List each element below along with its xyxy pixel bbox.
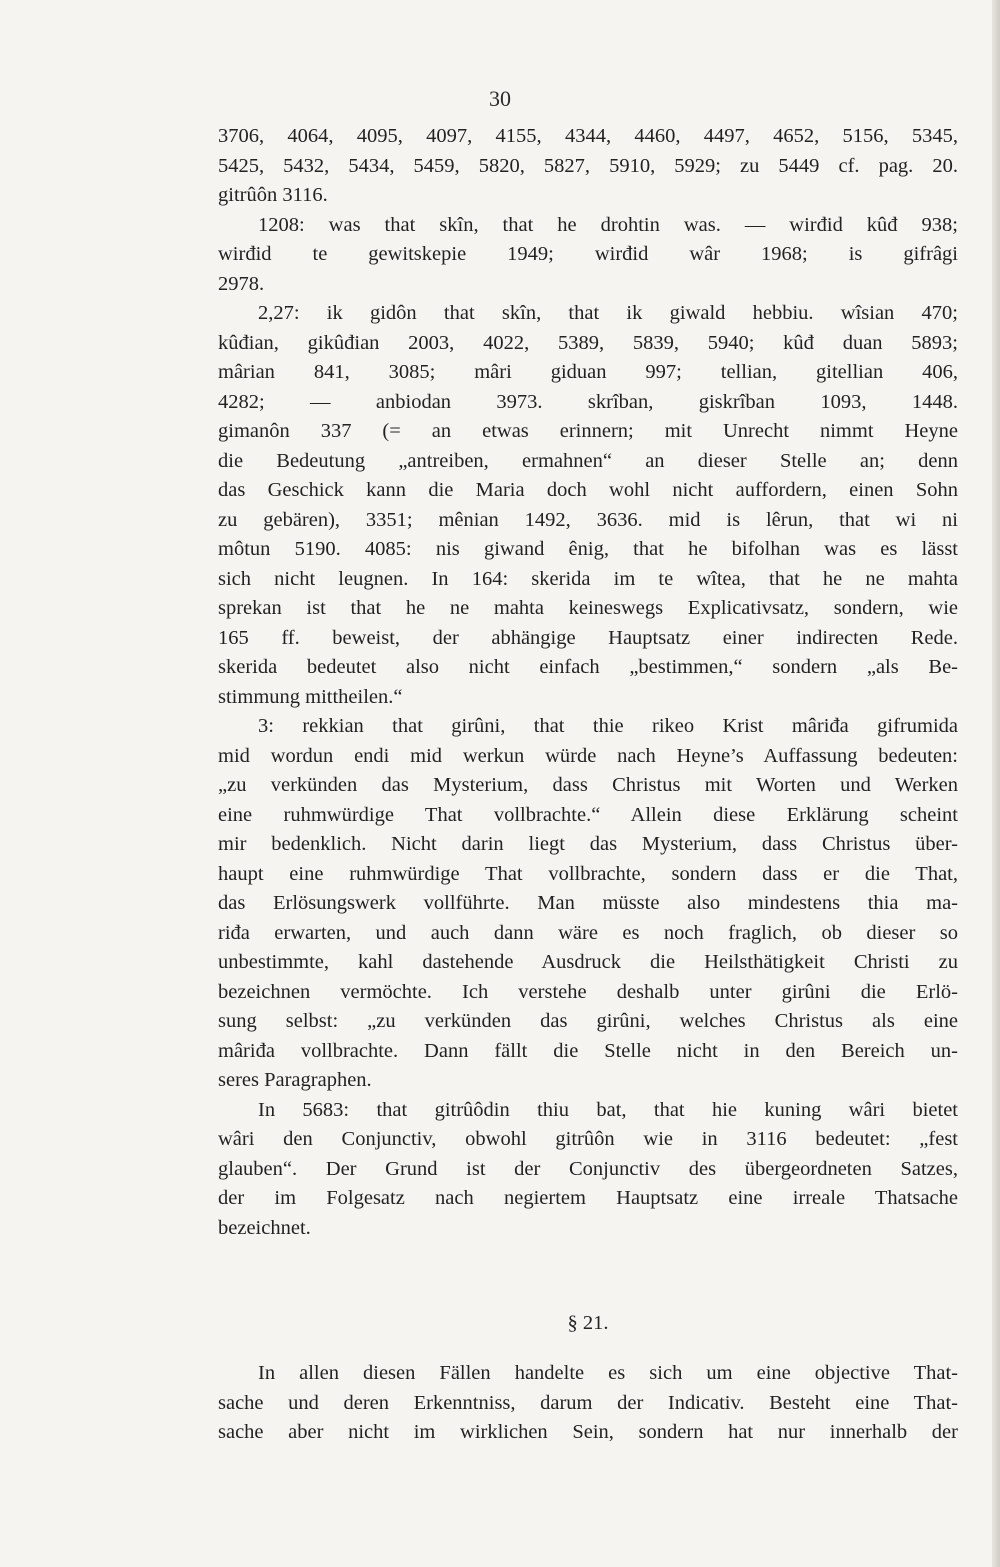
- text-line: glauben“. Der Grund ist der Conjunctiv des übergeordneten Satzes,: [218, 1157, 958, 1180]
- text-line: mir bedenklich. Nicht darin liegt das Mysterium, dass Christus über-: [218, 833, 958, 855]
- text-line: das Erlösungswerk vollführte. Man müsste also mindestens thia ma-: [218, 892, 958, 914]
- text-line: gimanôn 337 (= an etwas erinnern; mit Unrecht nimmt Heyne: [218, 420, 958, 442]
- text-line: 3706, 4064, 4095, 4097, 4155, 4344, 4460, 4497, 4652, 5156, 5345,: [218, 125, 958, 147]
- text-line: zu gebären), 3351; mênian 1492, 3636. mid is lêrun, that wi ni: [218, 508, 958, 531]
- text-line: die Bedeutung „antreiben, ermahnen“ an dieser Stelle an; denn: [218, 449, 958, 472]
- text-line: mâriđa vollbrachte. Dann fällt die Stelle nicht in den Bereich un-: [218, 1039, 958, 1062]
- text-line: 1208: was that skîn, that he drohtin was. — wirđid kûđ 938;: [258, 213, 958, 236]
- text-line: sprekan ist that he ne mahta keineswegs Explicativsatz, sondern, wie: [218, 597, 958, 619]
- text-line: mid wordun endi mid werkun würde nach Heyne’s Auffassung bedeuten:: [218, 744, 958, 767]
- text-line: 2978.: [218, 272, 265, 295]
- text-line: 2,27: ik gidôn that skîn, that ik giwald hebbiu. wîsian 470;: [258, 302, 958, 324]
- text-line: der im Folgesatz nach negiertem Hauptsatz eine irreale Thatsache: [218, 1187, 958, 1209]
- body-text: [218, 122, 958, 1448]
- text-line: „zu verkünden das Mysterium, dass Christus mit Worten und Werken: [218, 774, 958, 796]
- text-line: 165 ff. beweist, der abhängige Hauptsatz einer indirecten Rede.: [218, 626, 958, 649]
- text-line: stimmung mittheilen.“: [218, 685, 403, 708]
- page-edge: [992, 0, 1000, 1567]
- text-line: wâri den Conjunctiv, obwohl gitrûôn wie in 3116 bedeutet: „fest: [218, 1128, 958, 1150]
- text-line: sache und deren Erkenntniss, darum der Indicativ. Besteht eine That-: [218, 1391, 958, 1414]
- text-line: haupt eine ruhmwürdige That vollbrachte, sondern dass er die That,: [218, 862, 958, 885]
- text-line: unbestimmte, kahl dastehende Ausdruck die Heilsthätigkeit Christi zu: [218, 951, 958, 973]
- text-line: seres Paragraphen.: [218, 1069, 372, 1091]
- text-line: mârian 841, 3085; mâri giduan 997; tellian, gitellian 406,: [218, 361, 958, 383]
- text-line: wirđid te gewitskepie 1949; wirđid wâr 1968; is gifrâgi: [218, 243, 958, 265]
- text-line: 5425, 5432, 5434, 5459, 5820, 5827, 5910, 5929; zu 5449 cf. pag. 20.: [218, 154, 958, 177]
- page-number: 30: [489, 86, 511, 111]
- text-line: In allen diesen Fällen handelte es sich um eine objective That-: [258, 1362, 958, 1384]
- text-line: riđa erwarten, und auch dann wäre es noch fraglich, ob dieser so: [218, 921, 958, 944]
- text-line: 4282; — anbiodan 3973. skrîban, giskrîban 1093, 1448.: [218, 390, 958, 413]
- text-line: In 5683: that gitrûôdin thiu bat, that hie kuning wâri bietet: [258, 1098, 958, 1121]
- text-line: skerida bedeutet also nicht einfach „bestimmen,“ sondern „als Be-: [218, 656, 958, 678]
- text-line: sung selbst: „zu verkünden das girûni, welches Christus als eine: [218, 1010, 958, 1032]
- text-line: 3: rekkian that girûni, that thie rikeo Krist mâriđa gifrumida: [258, 715, 958, 737]
- text-line: môtun 5190. 4085: nis giwand ênig, that he bifolhan was es lässt: [218, 538, 958, 560]
- text-line: sache aber nicht im wirklichen Sein, sondern hat nur innerhalb der: [218, 1421, 958, 1443]
- text-line: gitrûôn 3116.: [218, 184, 328, 206]
- text-line: sich nicht leugnen. In 164: skerida im te wîtea, that he ne mahta: [218, 567, 958, 590]
- text-line: eine ruhmwürdige That vollbrachte.“ Allein diese Erklärung scheint: [218, 803, 958, 826]
- text-line: kûđian, gikûđian 2003, 4022, 5389, 5839, 5940; kûđ duan 5893;: [218, 331, 958, 354]
- text-line: bezeichnen vermöchte. Ich verstehe deshalb unter girûni die Erlö-: [218, 980, 958, 1003]
- section-heading: § 21.: [567, 1312, 609, 1334]
- text-line: bezeichnet.: [218, 1216, 311, 1239]
- text-line: das Geschick kann die Maria doch wohl nicht auffordern, einen Sohn: [218, 479, 958, 501]
- section-spacer: [218, 1243, 958, 1309]
